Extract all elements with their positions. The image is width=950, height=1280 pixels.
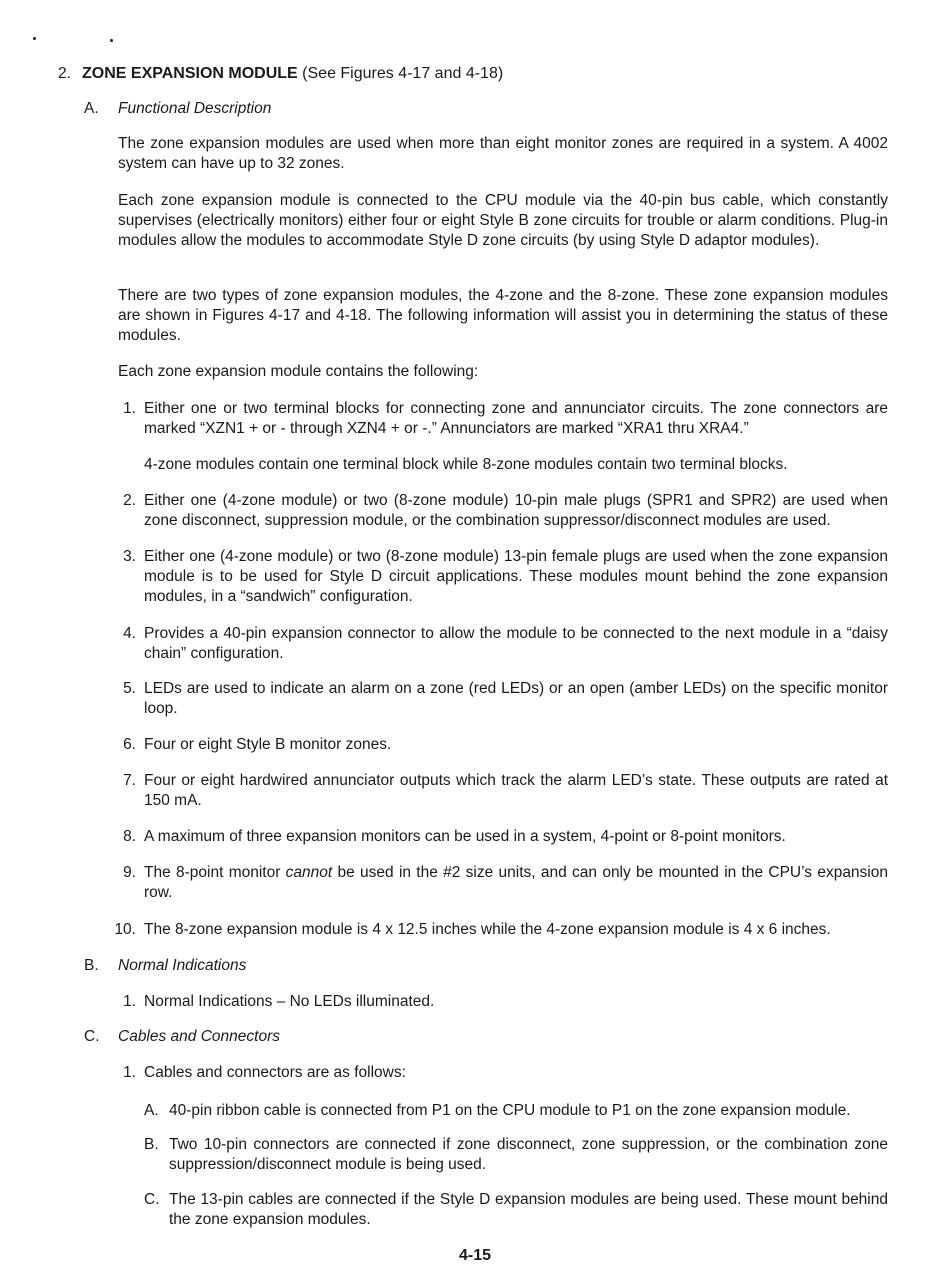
paragraph-1: The zone expansion modules are used when more than eight monitor zones are required in a system. A 4002 system can have up to 32 zones.	[118, 135, 888, 172]
item-10-number: 10.	[114, 921, 136, 938]
normal-item-text: Normal Indications – No LEDs illuminated.	[144, 993, 435, 1010]
item-4-number: 4.	[123, 625, 136, 642]
paragraph-4: Each zone expansion module contains the following:	[118, 363, 479, 380]
item-8-text: A maximum of three expansion monitors can be used in a system, 4-point or 8-point monitors.	[144, 828, 786, 845]
item-9-text-before: The 8-point monitor	[144, 864, 286, 881]
section-title-bold: ZONE EXPANSION MODULE	[82, 65, 298, 82]
item-3-text: Either one (4-zone module) or two (8-zone module) 13-pin female plugs are used when the zone expansion module is to be used for Style D circuit applications. These modules mount behind the zone expansion modules, in a “sandwich” configuration.	[144, 548, 888, 605]
cables-item-number: 1.	[123, 1064, 136, 1081]
item-9-emphasis: cannot	[285, 864, 333, 881]
subsection-c-letter: C.	[84, 1028, 100, 1045]
page-number: 4-15	[458, 1247, 492, 1264]
section-title-rest: (See Figures 4-17 and 4-18)	[297, 65, 504, 82]
item-7-number: 7.	[123, 772, 136, 789]
item-5-number: 5.	[123, 680, 136, 697]
item-7-text: Four or eight hardwired annunciator outputs which track the alarm LED’s state. These outputs are rated at 150 mA.	[144, 772, 888, 809]
paragraph-2: Each zone expansion module is connected to the CPU module via the 40-pin bus cable, which constantly supervises (electrically monitors) either four or eight Style B zone circuits for trouble or alarm conditions. Plug-in modules allow the modules to accommodate Style D zone circuits (by using Style D adaptor modules).	[118, 192, 888, 249]
subsection-c-title: Cables and Connectors	[118, 1028, 280, 1045]
item-8-number: 8.	[123, 828, 136, 845]
item-1-number: 1.	[123, 400, 136, 417]
cables-sub-b-text: Two 10-pin connectors are connected if zone disconnect, zone suppression, or the combination zone suppression/disconnect module is being used.	[169, 1136, 888, 1173]
item-9-text-after: be used in the #2 size units, and can only be mounted in the CPU’s expansion row.	[144, 864, 888, 901]
item-1-text: Either one or two terminal blocks for connecting zone and annunciator circuits. The zone connectors are marked “XZN1 + or - through XZN4 + or -.” Annunciators are marked “XRA1 thru XRA4.”	[144, 400, 888, 437]
item-5-text: LEDs are used to indicate an alarm on a zone (red LEDs) or an open (amber LEDs) on the specific monitor loop.	[144, 680, 888, 717]
scan-speck	[33, 37, 36, 40]
item-1-note: 4-zone modules contain one terminal block while 8-zone modules contain two terminal blocks.	[144, 456, 788, 473]
subsection-a-title: Functional Description	[118, 100, 272, 117]
subsection-b-title: Normal Indications	[118, 957, 247, 974]
cables-sub-c-letter: C.	[144, 1191, 160, 1208]
paragraph-3: There are two types of zone expansion modules, the 4-zone and the 8-zone. These zone expansion modules are shown in Figures 4-17 and 4-18. The following information will assist you in determining the status of these modules.	[118, 287, 888, 344]
item-3-number: 3.	[123, 548, 136, 565]
item-10-text: The 8-zone expansion module is 4 x 12.5 inches while the 4-zone expansion module is 4 x 6 inches.	[144, 921, 831, 938]
cables-sub-c-text: The 13-pin cables are connected if the Style D expansion modules are being used. These mount behind the zone expansion modules.	[169, 1191, 888, 1228]
scan-speck	[110, 39, 113, 42]
normal-item-number: 1.	[123, 993, 136, 1010]
item-6-text: Four or eight Style B monitor zones.	[144, 736, 392, 753]
item-2-number: 2.	[123, 492, 136, 509]
item-4-text: Provides a 40-pin expansion connector to allow the module to be connected to the next module in a “daisy chain” configuration.	[144, 625, 888, 662]
subsection-b-letter: B.	[84, 957, 99, 974]
section-number: 2.	[58, 65, 71, 82]
item-9-number: 9.	[123, 864, 136, 881]
cables-item-text: Cables and connectors are as follows:	[144, 1064, 406, 1081]
item-9-text	[144, 863, 888, 903]
cables-sub-b-letter: B.	[144, 1136, 159, 1153]
item-6-number: 6.	[123, 736, 136, 753]
section-title	[82, 64, 503, 84]
item-2-text: Either one (4-zone module) or two (8-zone module) 10-pin male plugs (SPR1 and SPR2) are used when zone disconnect, suppression module, or the combination suppressor/disconnect modules are used.	[144, 492, 888, 529]
cables-sub-a-text: 40-pin ribbon cable is connected from P1 on the CPU module to P1 on the zone expansion module.	[169, 1102, 851, 1119]
subsection-a-letter: A.	[84, 100, 99, 117]
cables-sub-a-letter: A.	[144, 1102, 159, 1119]
